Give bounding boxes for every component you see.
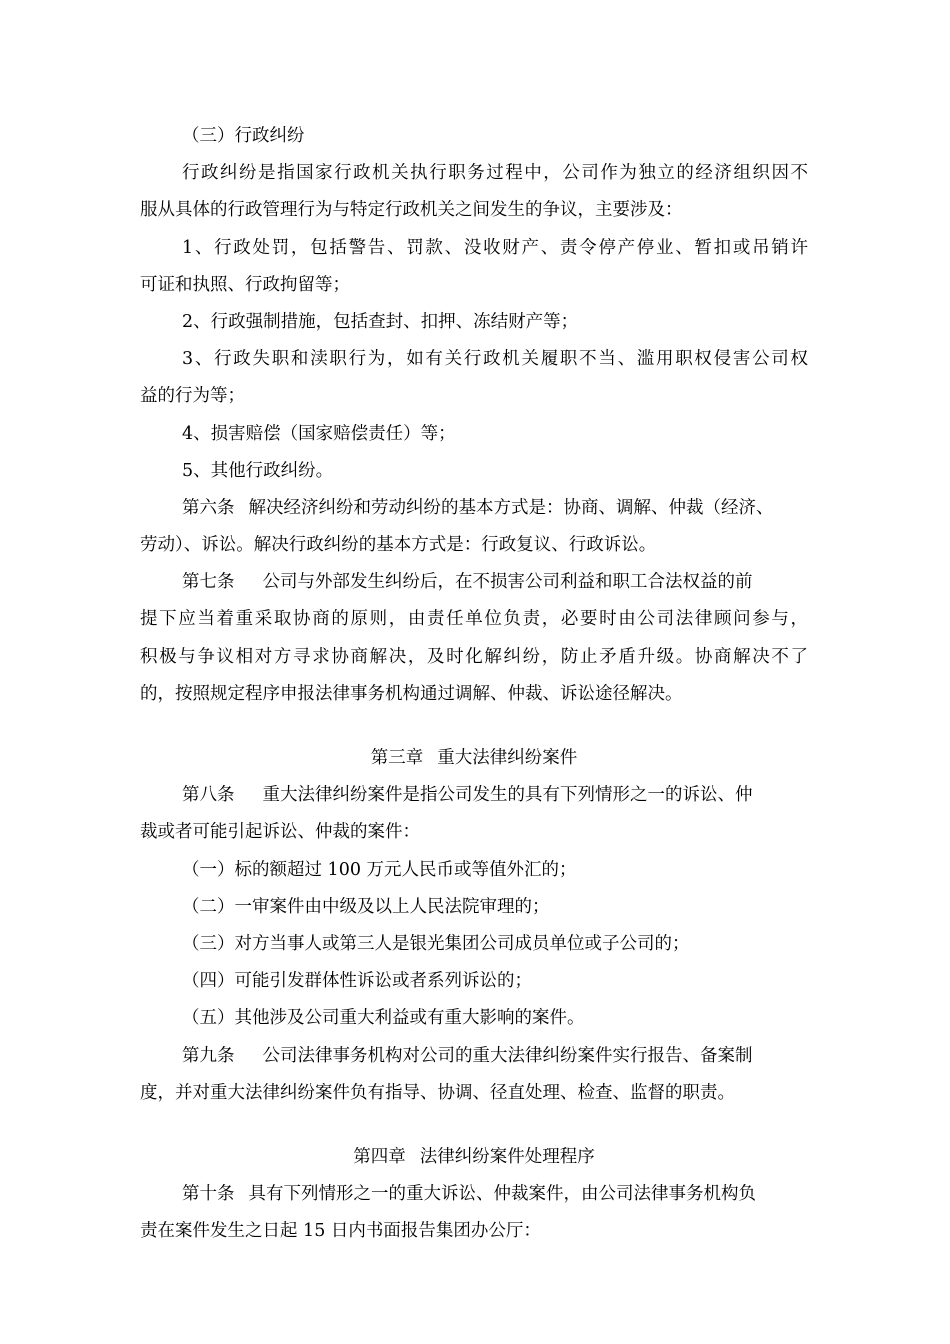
paragraph-line: 裁或者可能引起诉讼、仲裁的案件： <box>140 822 420 843</box>
article-text: 解决经济纠纷和劳动纠纷的基本方式是：协商、调解、仲裁（经济、 <box>248 497 774 518</box>
article-text: 具有下列情形之一的重大诉讼、仲裁案件，由公司法律事务机构负 <box>248 1184 756 1205</box>
chapter-heading <box>140 740 808 777</box>
article-8 <box>140 777 808 814</box>
chapter-label: 第三章 <box>370 748 424 768</box>
list-item: 2、行政强制措施，包括查封、扣押、冻结财产等； <box>182 311 579 332</box>
article-6 <box>140 490 808 527</box>
paragraph-line: 提下应当着重采取协商的原则，由责任单位负责，必要时由公司法律顾问参与， <box>140 609 808 630</box>
list-item: 1、行政处罚，包括警告、罚款、没收财产、责令停产停业、暂扣或吊销许 <box>182 237 808 258</box>
article-label: 第十条 <box>182 1184 235 1205</box>
list-item: （三）对方当事人或第三人是银光集团公司成员单位或子公司的； <box>182 933 690 954</box>
article-text: 公司法律事务机构对公司的重大法律纠纷案件实行报告、备案制 <box>262 1045 753 1066</box>
paragraph-line: 行政纠纷是指国家行政机关执行职务过程中，公司作为独立的经济组织因不 <box>182 163 808 184</box>
paragraph-line: 积极与争议相对方寻求协商解决，及时化解纠纷，防止矛盾升级。协商解决不了 <box>140 646 808 667</box>
list-item: （四）可能引发群体性诉讼或者系列诉讼的； <box>182 971 532 992</box>
chapter-label: 第四章 <box>353 1146 406 1167</box>
paragraph-line: 的，按照规定程序申报法律事务机构通过调解、仲裁、诉讼途径解决。 <box>140 683 683 704</box>
list-item: 4、损害赔偿（国家赔偿责任）等； <box>182 423 456 444</box>
list-item-continuation: 益的行为等； <box>140 386 245 407</box>
article-10 <box>140 1176 808 1213</box>
paragraph-line: 责在案件发生之日起 15 日内书面报告集团办公厅： <box>140 1221 541 1242</box>
paragraph-line: 服从具体的行政管理行为与特定行政机关之间发生的争议，主要涉及： <box>140 200 683 221</box>
section-title: （三）行政纠纷 <box>182 126 305 146</box>
paragraph-line: 度，并对重大法律纠纷案件负有指导、协调、径直处理、检查、监督的职责。 <box>140 1082 735 1103</box>
list-item: 3、行政失职和渎职行为，如有关行政机关履职不当、滥用职权侵害公司权 <box>182 349 808 370</box>
article-label: 第九条 <box>182 1045 235 1066</box>
article-7 <box>140 564 808 601</box>
paragraph-line: 劳动）、诉讼。解决行政纠纷的基本方式是：行政复议、行政诉讼。 <box>140 535 657 556</box>
article-label: 第八条 <box>182 785 235 806</box>
chapter-title: 法律纠纷案件处理程序 <box>419 1146 595 1167</box>
document-page <box>140 118 808 1250</box>
article-label: 第六条 <box>182 497 235 518</box>
article-9 <box>140 1038 808 1075</box>
article-text: 重大法律纠纷案件是指公司发生的具有下列情形之一的诉讼、仲 <box>262 785 753 806</box>
article-label: 第七条 <box>182 572 235 593</box>
list-item-continuation: 可证和执照、行政拘留等； <box>140 274 350 295</box>
list-item: 5、其他行政纠纷。 <box>182 460 334 481</box>
list-item: （一）标的额超过 100 万元人民币或等值外汇的； <box>182 859 577 880</box>
list-item: （五）其他涉及公司重大利益或有重大影响的案件。 <box>182 1008 585 1029</box>
chapter-heading <box>140 1139 808 1176</box>
chapter-title: 重大法律纠纷案件 <box>437 748 578 768</box>
article-text: 公司与外部发生纠纷后，在不损害公司利益和职工合法权益的前 <box>262 572 753 593</box>
list-item: （二）一审案件由中级及以上人民法院审理的； <box>182 896 550 917</box>
